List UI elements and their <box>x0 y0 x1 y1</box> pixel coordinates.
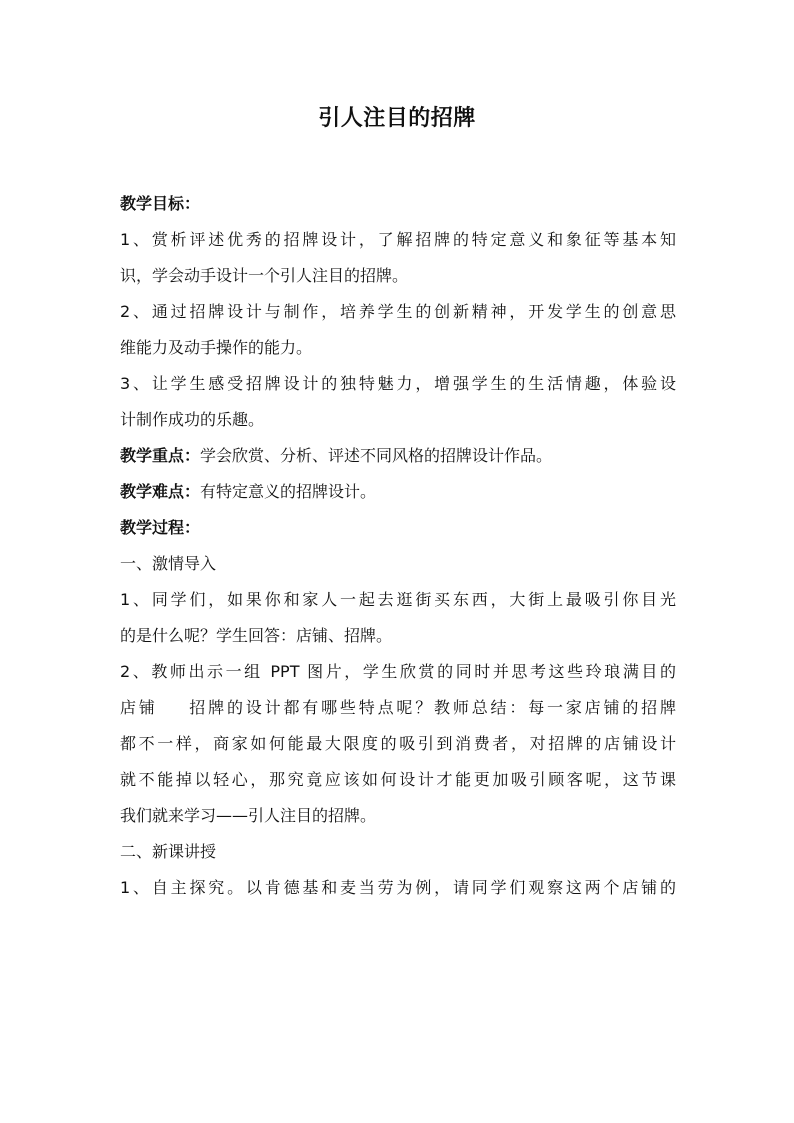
difficulty-label: 教学难点： <box>120 482 201 501</box>
section-1-paragraph-1-line-2: 的是什么呢？学生回答：店铺、招牌。 <box>120 626 393 645</box>
key-point-row <box>120 438 676 474</box>
objective-3-line-2: 计制作成功的乐趣。 <box>120 410 265 429</box>
process-heading: 教学过程： <box>120 518 201 537</box>
section-1-paragraph-2-line-2: 店铺 招牌的设计都有哪些特点呢？教师总结：每一家店铺的招牌 <box>120 698 676 717</box>
section-1-paragraph-2-line-5: 我们就来学习——引人注目的招牌。 <box>120 806 377 825</box>
section-1-heading: 一、激情导入 <box>120 554 217 573</box>
key-point-text: 学会欣赏、分析、评述不同风格的招牌设计作品。 <box>200 446 553 465</box>
document-body <box>120 186 676 906</box>
section-2-paragraph-1-line-1: 1、自主探究。以肯德基和麦当劳为例，请同学们观察这两个店铺的 <box>120 878 676 897</box>
section-1-paragraph-2-line-1: 2、教师出示一组 PPT 图片，学生欣赏的同时并思考这些玲琅满目的 <box>120 662 676 681</box>
difficulty-row <box>120 474 676 510</box>
objective-1-line-1: 1、赏析评述优秀的招牌设计，了解招牌的特定意义和象征等基本知 <box>120 230 676 249</box>
difficulty-text: 有特定意义的招牌设计。 <box>200 482 377 501</box>
section-1-paragraph-2-line-3: 都不一样，商家如何能最大限度的吸引到消费者，对招牌的店铺设计 <box>120 734 676 753</box>
objectives-heading: 教学目标： <box>120 194 201 213</box>
objective-1-line-2: 识，学会动手设计一个引人注目的招牌。 <box>120 266 409 285</box>
objective-3-line-1: 3、让学生感受招牌设计的独特魅力，增强学生的生活情趣，体验设 <box>120 374 676 393</box>
section-1-paragraph-2-line-4: 就不能掉以轻心，那究竟应该如何设计才能更加吸引顾客呢，这节课 <box>120 770 676 789</box>
objective-2-line-1: 2、通过招牌设计与制作，培养学生的创新精神，开发学生的创意思 <box>120 302 676 321</box>
section-2-heading: 二、新课讲授 <box>120 842 217 861</box>
objective-2-line-2: 维能力及动手操作的能力。 <box>120 338 313 357</box>
document-title: 引人注目的招牌 <box>318 106 476 131</box>
section-1-paragraph-1-line-1: 1、同学们，如果你和家人一起去逛街买东西，大街上最吸引你目光 <box>120 590 676 609</box>
key-point-label: 教学重点： <box>120 446 201 465</box>
